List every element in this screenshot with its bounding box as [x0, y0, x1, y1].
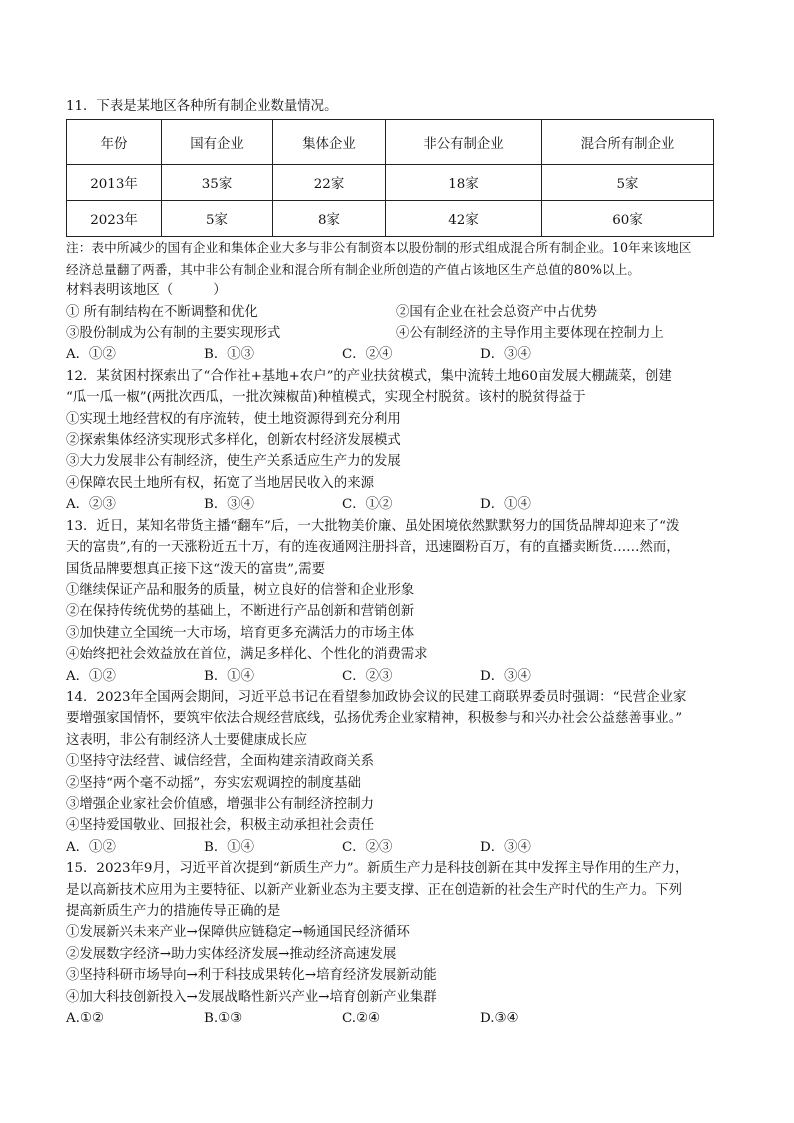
q15-item: ③坚持科研市场导向→利于科技成果转化→培育经济发展新动能 — [66, 968, 437, 984]
option-b: B．①④ — [204, 839, 255, 855]
table-cell: 5家 — [542, 165, 714, 201]
option-a: A．①② — [66, 347, 116, 363]
q11-items-row — [66, 323, 728, 344]
q15-item: ②发展数字经济→助力实体经济发展→推动经济高速发展 — [66, 946, 397, 962]
option-d: D．③④ — [480, 347, 531, 363]
q11-item: ① 所有制结构在不断调整和优化 — [66, 304, 258, 320]
q11-item: ②国有企业在社会总资产中占优势 — [396, 304, 597, 320]
q12-item: ④保障农民土地所有权，拓宽了当地居民收入的来源 — [66, 475, 374, 491]
q12-stem-line: “瓜一瓜一椒”(两批次西瓜，一批次辣椒苗)种植模式，实现全村脱贫。该村的脱贫得益于 — [66, 390, 586, 406]
option-d: D.③④ — [480, 1011, 519, 1027]
q11-stem: 11．下表是某地区各种所有制企业数量情况。 — [66, 99, 338, 114]
option-b: B．①④ — [204, 668, 255, 684]
q15-item: ①发展新兴未来产业→保障供应链稳定→畅通国民经济循环 — [66, 925, 410, 941]
option-c: C．②③ — [342, 839, 393, 855]
option-c: C．②③ — [342, 668, 393, 684]
q13-item: ①继续保证产品和服务的质量，树立良好的信誉和企业形象 — [66, 582, 415, 598]
q11-prompt: 材料表明该地区（ ） — [66, 283, 227, 299]
option-c: C.②④ — [342, 1011, 381, 1027]
q11-item: ④公有制经济的主导作用主要体现在控制力上 — [396, 326, 664, 342]
table-cell: 35家 — [162, 165, 273, 201]
option-c: C．①② — [342, 497, 393, 513]
q12-item: ①实现土地经营权的有序流转，使土地资源得到充分利用 — [66, 411, 401, 427]
q13-stem-line: 13．近日，某知名带货主播“翻车”后，一大批物美价廉、虽处困境依然默默努力的国货品牌却迎来了“泼 — [66, 518, 680, 534]
table-header-cell: 非公有制企业 — [386, 120, 542, 165]
table-cell: 60家 — [542, 201, 714, 237]
option-d: D．③④ — [480, 839, 531, 855]
q13-item: ④始终把社会效益放在首位，满足多样化、个性化的消费需求 — [66, 647, 428, 663]
table-header-row — [67, 120, 714, 165]
q14-stem-line: 这表明，非公有制经济人士要健康成长应 — [66, 732, 308, 748]
table-header-cell: 国有企业 — [162, 120, 273, 165]
q14-stem-line: 14．2023年全国两会期间，习近平总书记在看望参加政协会议的民建工商联界委员时强调：“民营企业家 — [66, 689, 687, 705]
table-cell: 22家 — [273, 165, 386, 201]
q14-item: ③增强企业家社会价值感，增强非公有制经济控制力 — [66, 796, 374, 812]
q15-options — [66, 1008, 728, 1029]
table-cell: 5家 — [162, 201, 273, 237]
enterprise-table — [66, 119, 714, 237]
q12-options — [66, 494, 728, 515]
q15-stem-line: 15．2023年9月，习近平首次提到“新质生产力”。新质生产力是科技创新在其中发挥主导作用的生产力， — [66, 861, 689, 877]
table-cell: 2023年 — [67, 201, 162, 237]
table-header-cell: 集体企业 — [273, 120, 386, 165]
q13-options — [66, 666, 728, 687]
option-b: B.①③ — [204, 1011, 243, 1027]
option-b: B．③④ — [204, 497, 255, 513]
table-row — [67, 165, 714, 201]
q12-item: ③大力发展非公有制经济，使生产关系适应生产力的发展 — [66, 454, 401, 470]
table-cell: 2013年 — [67, 165, 162, 201]
q15-stem-line: 是以高新技术应用为主要特征、以新产业新业态为主要支撑、正在创造新的社会生产时代的生产力。下列 — [66, 882, 682, 898]
table-row — [67, 201, 714, 237]
option-d: D．③④ — [480, 668, 531, 684]
exam-page — [66, 96, 728, 1029]
option-c: C．②④ — [342, 347, 393, 363]
table-header-cell: 年份 — [67, 120, 162, 165]
table-cell: 8家 — [273, 201, 386, 237]
q11-item: ③股份制成为公有制的主要实现形式 — [66, 326, 281, 342]
q13-stem-line: 天的富贵”,有的一天涨粉近五十万，有的连夜通网注册抖音，迅速圈粉百万，有的直播卖断货……然而， — [66, 540, 680, 556]
q13-item: ③加快建立全国统一大市场，培育更多充满活力的市场主体 — [66, 625, 415, 641]
q12-item: ②探索集体经济实现形式多样化，创新农村经济发展模式 — [66, 433, 401, 449]
table-cell: 42家 — [386, 201, 542, 237]
option-d: D．①④ — [480, 497, 531, 513]
q11-note-line: 注：表中所减少的国有企业和集体企业大多与非公有制资本以股份制的形式组成混合所有制企业。10年来该地区 — [66, 240, 692, 256]
table-header-cell: 混合所有制企业 — [542, 120, 714, 165]
option-a: A．①② — [66, 839, 116, 855]
q14-options — [66, 837, 728, 858]
q11-options — [66, 344, 728, 365]
q14-item: ①坚持守法经营、诚信经营，全面构建亲清政商关系 — [66, 754, 374, 770]
q11-items-row — [66, 302, 728, 323]
q15-stem-line: 提高新质生产力的措施传导正确的是 — [66, 904, 281, 919]
q14-stem-line: 要增强家国情怀，要筑牢依法合规经营底线，弘扬优秀企业家精神，积极参与和兴办社会公益慈善事业。” — [66, 711, 683, 727]
option-a: A．①② — [66, 668, 116, 684]
q15-item: ④加大科技创新投入→发展战略性新兴产业→培育创新产业集群 — [66, 989, 437, 1005]
q13-item: ②在保持传统优势的基础上，不断进行产品创新和营销创新 — [66, 604, 415, 620]
option-b: B．①③ — [204, 347, 255, 363]
q12-stem-line: 12．某贫困村探索出了“合作社+基地+农户”的产业扶贫模式，集中流转土地60亩发展大棚蔬菜，创建 — [66, 368, 672, 384]
q13-stem-line: 国货品牌要想真正接下这“泼天的富贵”,需要 — [66, 561, 325, 577]
q14-item: ④坚持爱国敬业、回报社会，积极主动承担社会责任 — [66, 818, 374, 834]
option-a: A．②③ — [66, 497, 116, 513]
q14-item: ②坚持“两个毫不动摇”，夯实宏观调控的制度基础 — [66, 775, 361, 791]
table-cell: 18家 — [386, 165, 542, 201]
q11-note-line: 经济总量翻了两番，其中非公有制企业和混合所有制企业所创造的产值占该地区生产总值的80%以上。 — [66, 261, 641, 277]
option-a: A.①② — [66, 1011, 104, 1027]
